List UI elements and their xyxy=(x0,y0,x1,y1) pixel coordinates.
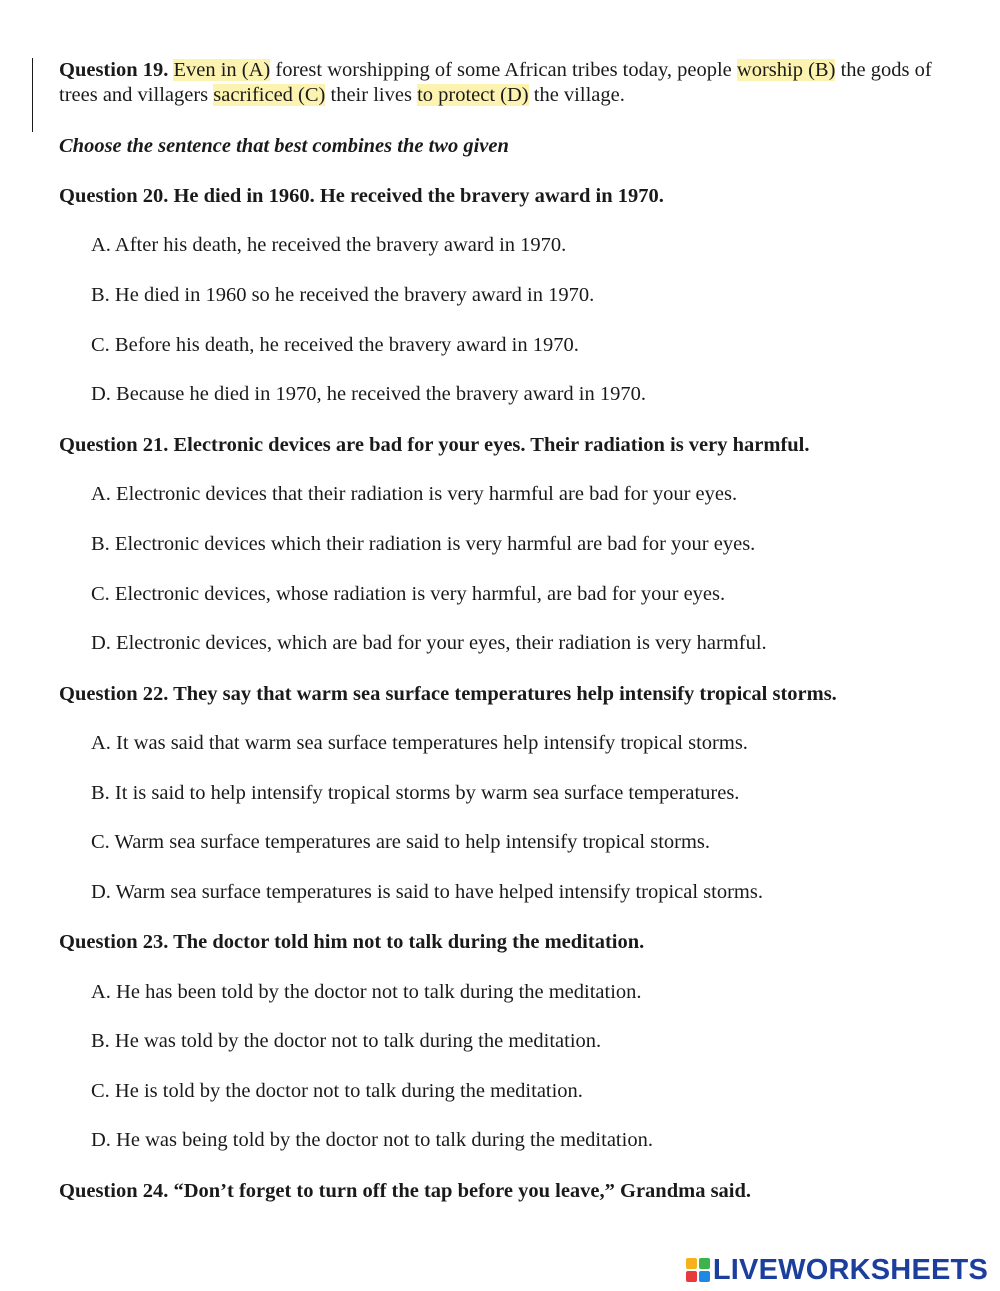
question-22-option-b[interactable]: B. It is said to help intensify tropical storms by warm sea surface temperatures. xyxy=(91,782,740,804)
question-21-option-b[interactable]: B. Electronic devices which their radiation is very harmful are bad for your eyes. xyxy=(91,533,756,555)
question-21-option-d[interactable]: D. Electronic devices, which are bad for your eyes, their radiation is very harmful. xyxy=(91,632,767,654)
margin-line xyxy=(32,58,33,132)
highlight-option-b: worship (B) xyxy=(736,59,836,81)
highlight-option-a: Even in (A) xyxy=(173,59,271,81)
logo-tile-3 xyxy=(686,1271,697,1282)
question-19 xyxy=(59,58,939,108)
question-19-text: their lives xyxy=(325,84,418,106)
question-23-option-a[interactable]: A. He has been told by the doctor not to talk during the meditation. xyxy=(91,981,642,1003)
logo-grid-icon xyxy=(686,1258,710,1282)
liveworksheets-logo xyxy=(686,1254,988,1286)
instruction: Choose the sentence that best combines the two given xyxy=(59,135,509,157)
question-22-option-a[interactable]: A. It was said that warm sea surface temperatures help intensify tropical storms. xyxy=(91,732,748,754)
question-20-option-b[interactable]: B. He died in 1960 so he received the bravery award in 1970. xyxy=(91,284,595,306)
question-22-option-c[interactable]: C. Warm sea surface temperatures are said to help intensify tropical storms. xyxy=(91,831,711,853)
question-19-text: the gods of trees and villagers xyxy=(59,59,932,106)
question-19-text: the village. xyxy=(528,84,625,106)
question-20-option-d[interactable]: D. Because he died in 1970, he received the bravery award in 1970. xyxy=(91,383,647,405)
question-23-option-b[interactable]: B. He was told by the doctor not to talk during the meditation. xyxy=(91,1030,602,1052)
logo-tile-4 xyxy=(699,1271,710,1282)
question-23-option-c[interactable]: C. He is told by the doctor not to talk during the meditation. xyxy=(91,1080,583,1102)
question-22-heading: Question 22. They say that warm sea surface temperatures help intensify tropical storms. xyxy=(59,683,837,705)
question-21-option-c[interactable]: C. Electronic devices, whose radiation is very harmful, are bad for your eyes. xyxy=(91,583,726,605)
highlight-option-c: sacrificed (C) xyxy=(213,84,326,106)
logo-tile-2 xyxy=(699,1258,710,1269)
highlight-option-d: to protect (D) xyxy=(417,84,529,106)
question-19-text: forest worshipping of some African tribes today, people xyxy=(270,59,737,81)
question-21-heading: Question 21. Electronic devices are bad for your eyes. Their radiation is very harmful. xyxy=(59,434,810,456)
question-20-option-a[interactable]: A. After his death, he received the bravery award in 1970. xyxy=(91,234,567,256)
question-24-heading: Question 24. “Don’t forget to turn off the tap before you leave,” Grandma said. xyxy=(59,1180,752,1202)
question-22-option-d[interactable]: D. Warm sea surface temperatures is said to have helped intensify tropical storms. xyxy=(91,881,763,903)
logo-text: LIVEWORKSHEETS xyxy=(712,1253,988,1286)
question-20-heading: Question 20. He died in 1960. He received the bravery award in 1970. xyxy=(59,185,664,207)
question-21-option-a[interactable]: A. Electronic devices that their radiation is very harmful are bad for your eyes. xyxy=(91,483,738,505)
question-23-option-d[interactable]: D. He was being told by the doctor not to talk during the meditation. xyxy=(91,1129,653,1151)
question-19-label: Question 19. xyxy=(59,59,169,81)
question-20-option-c[interactable]: C. Before his death, he received the bravery award in 1970. xyxy=(91,334,579,356)
question-23-heading: Question 23. The doctor told him not to talk during the meditation. xyxy=(59,931,645,953)
logo-tile-1 xyxy=(686,1258,697,1269)
